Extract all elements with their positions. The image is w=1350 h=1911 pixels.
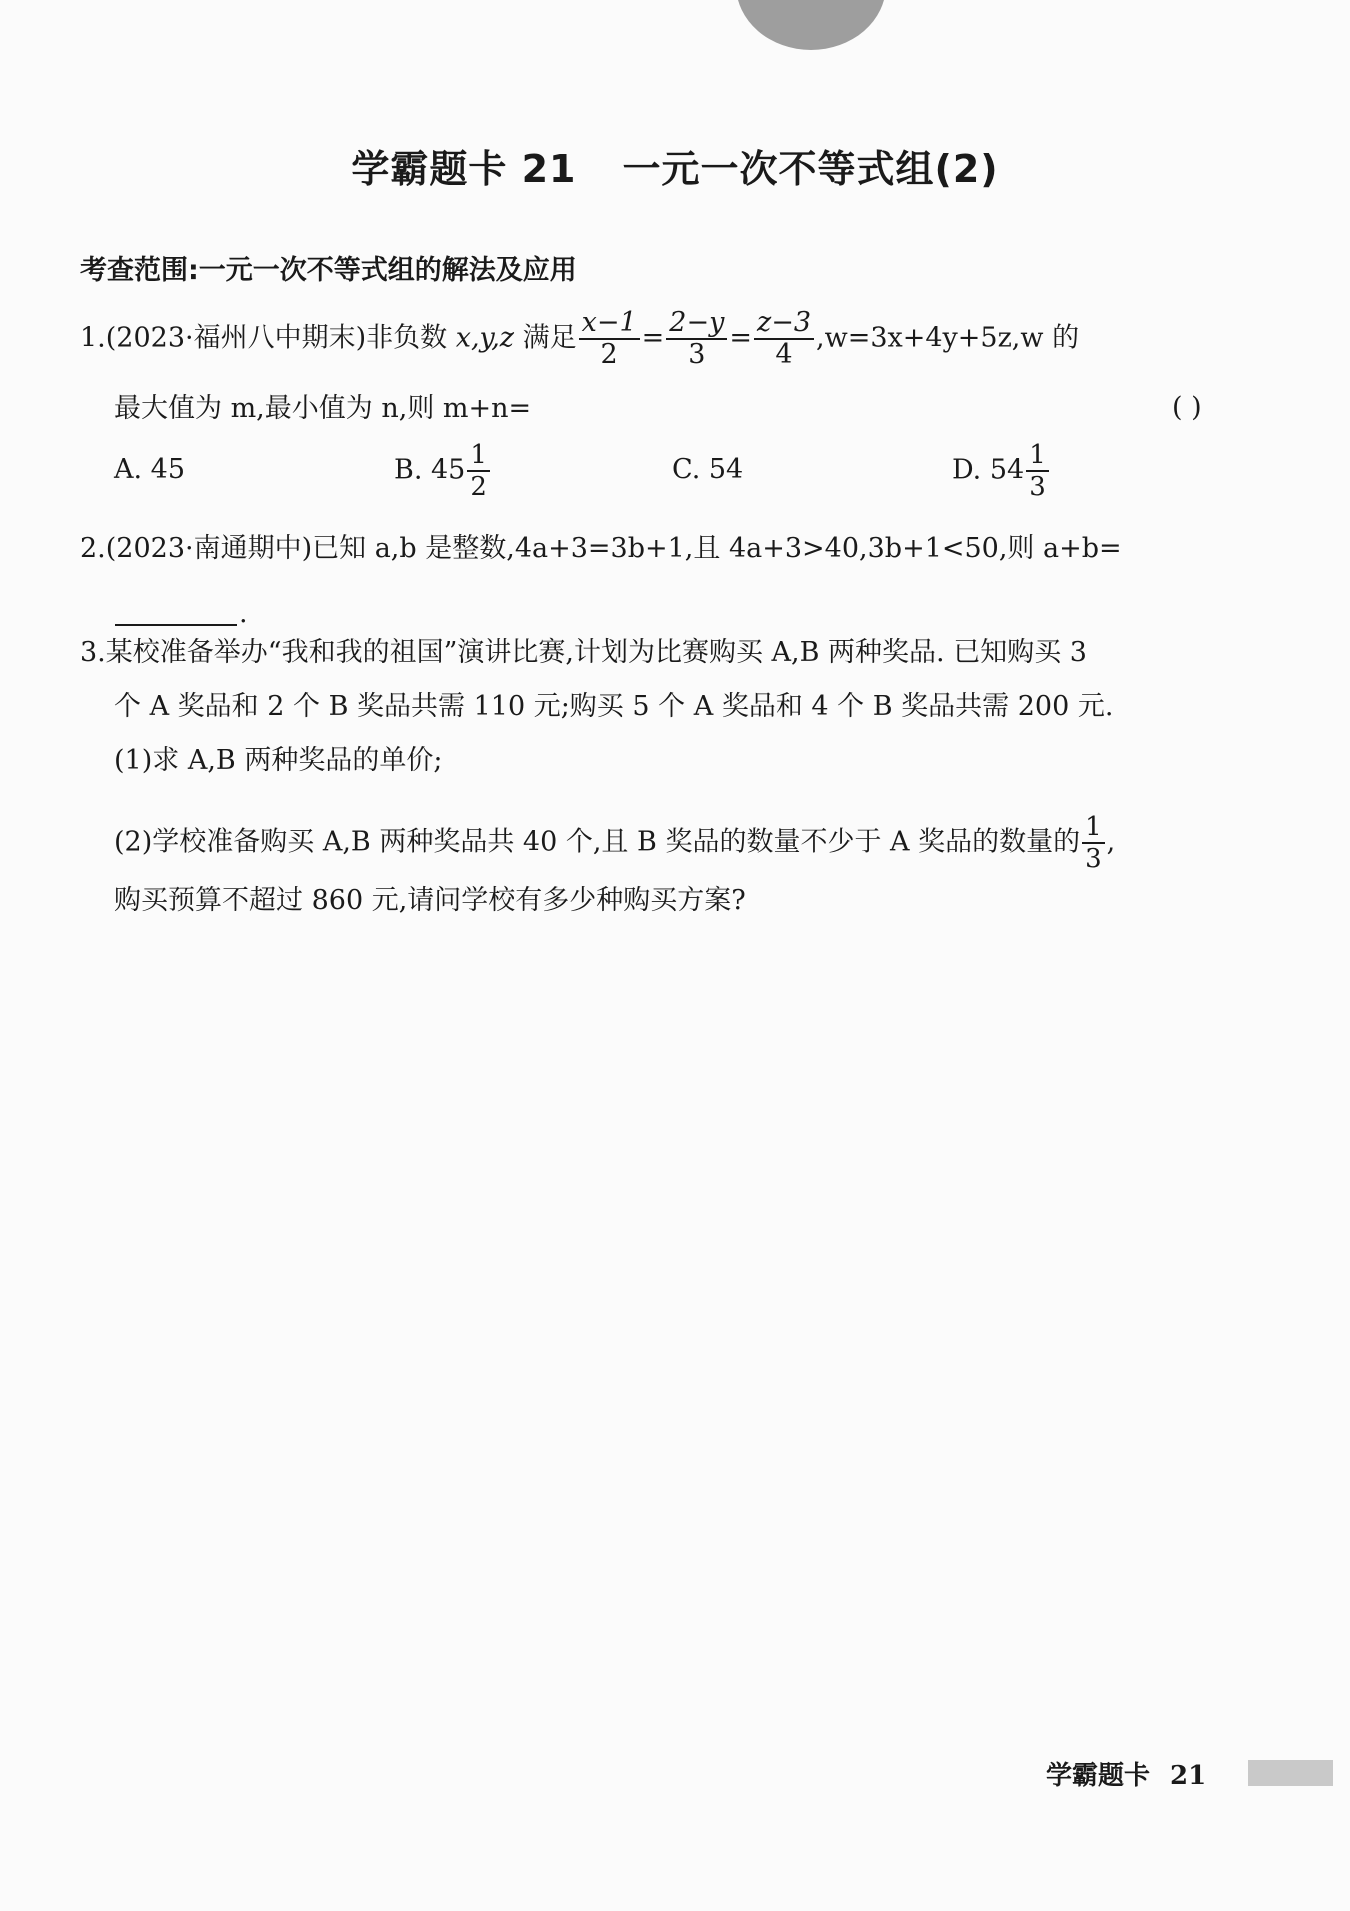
q3-line1	[80, 636, 1087, 670]
q1-fraction-3: $\frac{z-3}{4}$	[754, 308, 814, 370]
q1-vars: x,y,z	[455, 322, 515, 354]
q1-satisfy: 满足	[522, 322, 577, 354]
q2-text: (2023·南通期中)已知 a,b 是整数,4a+3=3b+1,且 4a+3>40,3b+1<50,则 a+b=	[105, 533, 1122, 564]
q3-part2-text: (2)学校准备购买 A,B 两种奖品共 40 个,且 B 奖品的数量不少于 A 奖品的数量的	[114, 826, 1081, 858]
q1-line1	[80, 308, 1079, 370]
q1-w-expression: ,w=3x+4y+5z,w 的	[816, 322, 1080, 354]
q1-source: (2023·福州八中期末)非负数	[105, 322, 448, 354]
q1-number: 1.	[80, 322, 106, 354]
q1-fraction-1: $\frac{x-1}{2}$	[579, 308, 640, 370]
exam-scope: 考查范围:一元一次不等式组的解法及应用	[80, 255, 577, 286]
q2-answer-blank	[115, 624, 237, 626]
q1-eq-1: =	[641, 322, 665, 354]
q1-option-b	[394, 440, 492, 502]
q1-answer-bracket: ( )	[1172, 392, 1202, 423]
title-part2: 一元一次不等式组(2)	[622, 147, 999, 191]
q1-line2: 最大值为 m,最小值为 n,则 m+n=	[114, 393, 532, 424]
q3-part1: (1)求 A,B 两种奖品的单价;	[114, 745, 443, 776]
page-tab-decoration	[736, 0, 886, 50]
q1-option-d-fraction: $\frac{1}{3}$	[1026, 440, 1049, 502]
q3-part2-line2: 购买预算不超过 860 元,请问学校有多少种购买方案?	[114, 885, 746, 916]
q3-line2: 个 A 奖品和 2 个 B 奖品共需 110 元;购买 5 个 A 奖品和 4 个 B 奖品共需 200 元.	[114, 691, 1114, 722]
q1-option-b-label: B. 45	[394, 454, 466, 486]
q2-end-period: .	[239, 598, 248, 629]
q2-line1	[80, 532, 1122, 566]
footer-bar-decoration	[1248, 1760, 1333, 1786]
title-part1: 学霸题卡 21	[351, 147, 577, 191]
q3-number: 3.	[80, 637, 106, 668]
page-title	[0, 138, 1350, 193]
q3-part2-fraction: $\frac{1}{3}$	[1082, 812, 1105, 874]
q1-option-a: A. 45	[114, 454, 186, 485]
q1-eq-2: =	[729, 322, 752, 354]
q3-part2-line1	[114, 812, 1115, 874]
q1-option-d	[952, 440, 1051, 502]
q3-part2-comma: ,	[1106, 826, 1116, 858]
q3-text-1: 某校准备举办“我和我的祖国”演讲比赛,计划为比赛购买 A,B 两种奖品. 已知购买 3	[105, 637, 1087, 668]
page-number: 21	[1170, 1761, 1207, 1791]
footer-label: 学霸题卡	[1046, 1761, 1151, 1791]
q1-option-b-fraction: $\frac{1}{2}$	[467, 440, 490, 502]
page-footer	[1046, 1755, 1206, 1792]
q1-option-d-label: D. 54	[952, 454, 1025, 486]
q1-fraction-2: $\frac{2-y}{3}$	[666, 308, 727, 370]
q1-option-c: C. 54	[672, 454, 744, 485]
q2-number: 2.	[80, 533, 106, 564]
